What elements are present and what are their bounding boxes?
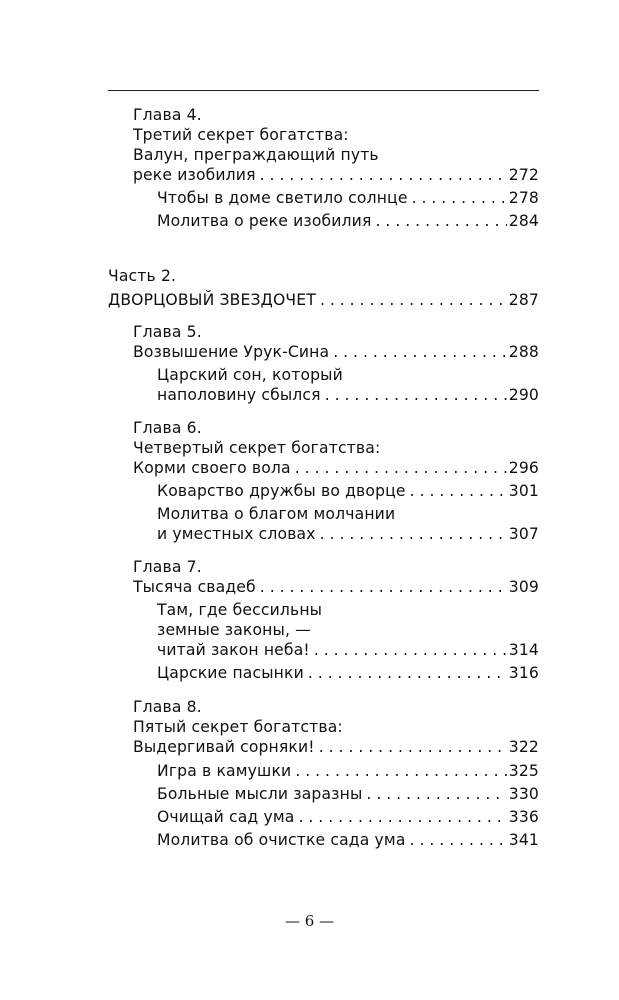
page-number: 272 (508, 166, 539, 184)
section-title-line: Царский сон, который (157, 366, 343, 384)
entry-title: читай закон неба! (157, 641, 310, 659)
page-number: 341 (508, 831, 539, 849)
chapter-8-title-line: Пятый секрет богатства: (133, 718, 343, 736)
dot-leader (298, 807, 506, 827)
page-number: 330 (508, 785, 539, 803)
chapter-6-label: Глава 6. (133, 419, 202, 437)
page-footer-number: — 6 — (284, 912, 335, 930)
dot-leader (295, 761, 506, 781)
toc-entry-section[interactable] (157, 188, 539, 208)
toc-entry-section[interactable] (157, 807, 539, 827)
entry-title: и уместных словах (157, 525, 316, 543)
toc-entry-part-2[interactable] (108, 290, 539, 310)
page-number: 307 (508, 525, 539, 543)
dot-leader (366, 784, 506, 804)
page-number: 296 (508, 459, 539, 477)
dot-leader (410, 830, 507, 850)
toc-entry-chapter-6[interactable] (133, 458, 539, 478)
dot-leader (376, 211, 507, 231)
dot-leader (325, 385, 507, 405)
entry-title: Игра в камушки (157, 762, 292, 780)
page-number: 325 (508, 762, 539, 780)
toc-entry-section[interactable] (157, 761, 539, 781)
chapter-6-title-line: Четвертый секрет богатства: (133, 439, 381, 457)
toc-entry-chapter-5[interactable] (133, 342, 539, 362)
entry-title: Корми своего вола (133, 459, 291, 477)
entry-title: Царские пасынки (157, 664, 304, 682)
toc-entry-section[interactable] (157, 385, 539, 405)
toc-entry-section[interactable] (157, 663, 539, 683)
dot-leader (412, 188, 507, 208)
dot-leader (319, 737, 507, 757)
entry-title: Молитва о реке изобилия (157, 212, 372, 230)
dot-leader (333, 342, 507, 362)
entry-title: Возвышение Урук-Сина (133, 343, 330, 361)
page-number: 314 (508, 641, 539, 659)
entry-title: Коварство дружбы во дворце (157, 482, 406, 500)
entry-title: Выдергивай сорняки! (133, 738, 315, 756)
entry-title: Чтобы в доме светило солнце (157, 189, 408, 207)
page-number: 288 (508, 343, 539, 361)
section-title-line: Там, где бессильны (157, 601, 323, 619)
dot-leader (295, 458, 507, 478)
page-number: 336 (508, 808, 539, 826)
page-number: 290 (508, 386, 539, 404)
entry-title: Молитва об очистке сада ума (157, 831, 406, 849)
page-number: 316 (508, 664, 539, 682)
dot-leader (260, 165, 507, 185)
toc-entry-section[interactable] (157, 830, 539, 850)
page-number: 284 (508, 212, 539, 230)
page-number: 278 (508, 189, 539, 207)
section-title-line: земные законы, — (157, 621, 311, 639)
dot-leader (320, 290, 507, 310)
entry-title: реке изобилия (133, 166, 256, 184)
toc-entry-chapter-4[interactable] (133, 165, 539, 185)
toc-entry-chapter-8[interactable] (133, 737, 539, 757)
entry-title: Тысяча свадеб (133, 578, 256, 596)
dot-leader (314, 640, 507, 660)
part-2-label: Часть 2. (108, 267, 177, 285)
page-number: 287 (508, 291, 539, 309)
dot-leader (308, 663, 507, 683)
toc-entry-chapter-7[interactable] (133, 577, 539, 597)
toc-entry-section[interactable] (157, 640, 539, 660)
toc-entry-section[interactable] (157, 784, 539, 804)
toc-entry-section[interactable] (157, 481, 539, 501)
page-number: 309 (508, 578, 539, 596)
page-number: 301 (508, 482, 539, 500)
dot-leader (320, 524, 507, 544)
entry-title: Очищай сад ума (157, 808, 295, 826)
entry-title: ДВОРЦОВЫЙ ЗВЕЗДОЧЕТ (108, 291, 316, 309)
chapter-8-label: Глава 8. (133, 698, 202, 716)
toc-entry-section[interactable] (157, 211, 539, 231)
dot-leader (260, 577, 507, 597)
entry-title: наполовину сбылся (157, 386, 321, 404)
toc-entry-section[interactable] (157, 524, 539, 544)
chapter-7-label: Глава 7. (133, 558, 202, 576)
page-number: 322 (508, 738, 539, 756)
section-title-line: Молитва о благом молчании (157, 505, 396, 523)
chapter-4-title-line: Валун, преграждающий путь (133, 146, 379, 164)
header-rule (108, 90, 539, 91)
chapter-5-label: Глава 5. (133, 323, 202, 341)
dot-leader (410, 481, 507, 501)
chapter-4-label: Глава 4. (133, 106, 202, 124)
entry-title: Больные мысли заразны (157, 785, 363, 803)
chapter-4-title-line: Третий секрет богатства: (133, 126, 349, 144)
